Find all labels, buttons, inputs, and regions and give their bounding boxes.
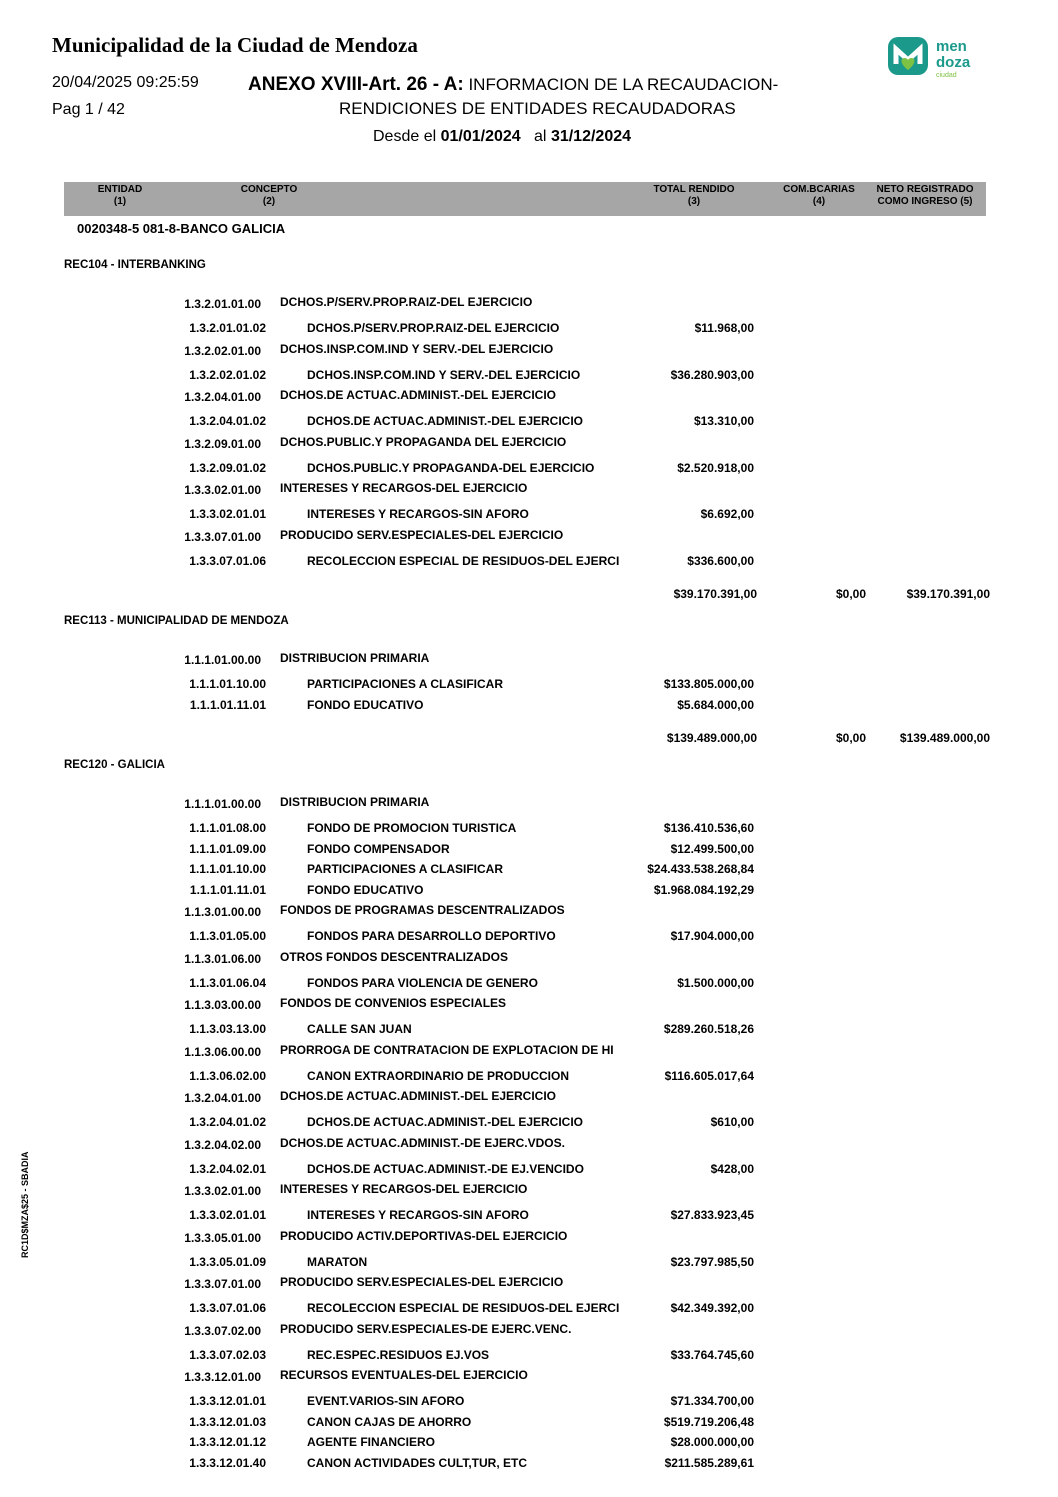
item-code: 1.1.3.06.02.00 <box>189 1068 266 1083</box>
item-desc: DCHOS.DE ACTUAC.ADMINIST.-DEL EJERCICIO <box>307 1115 584 1129</box>
group-desc: PRORROGA DE CONTRATACION DE EXPLOTACION DE HI <box>280 1042 614 1057</box>
section-total-com: $0,00 <box>835 731 866 745</box>
item-amount: $71.334.700,00 <box>670 1394 754 1408</box>
group-desc: INTERESES Y RECARGOS-DEL EJERCICIO <box>280 1182 528 1196</box>
group-code: 1.3.3.07.01.00 <box>184 1277 261 1291</box>
item-amount: $519.719.206,48 <box>663 1414 754 1429</box>
col-entidad <box>64 184 176 208</box>
item-amount: $13.310,00 <box>693 414 754 428</box>
group-desc: DCHOS.DE ACTUAC.ADMINIST.-DEL EJERCICIO <box>280 388 557 402</box>
item-amount: $336.600,00 <box>687 553 754 568</box>
page-indicator: Pag 1 / 42 <box>52 101 125 118</box>
group-code: 1.3.3.07.01.00 <box>184 529 261 544</box>
group-code: 1.3.3.02.01.00 <box>184 483 261 497</box>
group-code: 1.3.2.04.02.00 <box>184 1137 261 1152</box>
range-prefix: Desde el <box>373 128 437 145</box>
section-total-neto: $39.170.391,00 <box>906 587 990 601</box>
group-code: 1.1.1.01.00.00 <box>184 797 261 811</box>
group-desc: DISTRIBUCION PRIMARIA <box>280 795 430 809</box>
item-code: 1.1.1.01.09.00 <box>189 841 266 856</box>
item-code: 1.1.1.01.10.00 <box>189 862 266 876</box>
group-code: 1.3.2.04.01.00 <box>184 390 261 404</box>
item-code: 1.3.3.12.01.01 <box>189 1394 266 1408</box>
item-code: 1.3.3.02.01.01 <box>189 507 266 521</box>
annex-label: ANEXO XVIII-Art. 26 - A: <box>248 74 464 95</box>
logo-text-3: ciudad <box>936 72 957 79</box>
col-com-label: COM.BCARIAS <box>783 184 855 195</box>
entity-name: 0020348-5 081-8-BANCO GALICIA <box>77 221 286 236</box>
section-total-com: $0,00 <box>835 587 866 601</box>
item-amount: $610,00 <box>710 1115 754 1129</box>
group-desc: PRODUCIDO SERV.ESPECIALES-DE EJERC.VENC. <box>280 1321 572 1336</box>
group-code: 1.1.3.01.00.00 <box>184 905 261 919</box>
group-desc: DCHOS.DE ACTUAC.ADMINIST.-DE EJERC.VDOS. <box>280 1135 565 1150</box>
print-datetime: 20/04/2025 09:25:59 <box>52 74 199 91</box>
item-code: 1.1.1.01.10.00 <box>189 677 266 691</box>
item-amount: $17.904.000,00 <box>670 929 754 943</box>
group-code: 1.1.1.01.00.00 <box>184 653 261 667</box>
item-desc: INTERESES Y RECARGOS-SIN AFORO <box>307 1208 529 1222</box>
item-desc: CANON CAJAS DE AHORRO <box>307 1414 472 1429</box>
item-code: 1.3.2.09.01.02 <box>189 460 266 475</box>
date-range <box>373 128 631 146</box>
item-code: 1.3.3.12.01.03 <box>189 1414 266 1429</box>
group-desc: DCHOS.P/SERV.PROP.RAIZ-DEL EJERCICIO <box>280 295 533 309</box>
mendoza-logo <box>886 34 986 80</box>
col-neto-num: COMO INGRESO (5) <box>877 196 973 207</box>
item-code: 1.1.3.01.05.00 <box>189 929 266 943</box>
group-desc: INTERESES Y RECARGOS-DEL EJERCICIO <box>280 481 528 495</box>
item-code: 1.1.3.03.13.00 <box>189 1022 266 1036</box>
date-to: 31/12/2024 <box>550 128 632 145</box>
item-code: 1.1.1.01.11.01 <box>189 697 266 712</box>
item-desc: EVENT.VARIOS-SIN AFORO <box>307 1394 465 1408</box>
group-desc: DCHOS.DE ACTUAC.ADMINIST.-DEL EJERCICIO <box>280 1089 557 1103</box>
col-neto-label: NETO REGISTRADO <box>876 184 974 195</box>
item-desc: DCHOS.DE ACTUAC.ADMINIST.-DE EJ.VENCIDO <box>307 1161 584 1176</box>
group-code: 1.1.3.01.06.00 <box>184 951 261 966</box>
col-com-bancarias <box>769 184 869 208</box>
item-amount: $11.968,00 <box>694 321 754 335</box>
item-amount: $5.684.000,00 <box>677 697 754 712</box>
col-entidad-label: ENTIDAD <box>97 184 143 195</box>
item-desc: RECOLECCION ESPECIAL DE RESIDUOS-DEL EJERCI <box>307 553 620 568</box>
item-code: 1.3.3.02.01.01 <box>189 1208 266 1222</box>
item-code: 1.3.3.07.01.06 <box>189 1301 266 1315</box>
item-desc: DCHOS.PUBLIC.Y PROPAGANDA-DEL EJERCICIO <box>307 460 595 475</box>
col-com-num: (4) <box>812 196 826 207</box>
item-desc: RECOLECCION ESPECIAL DE RESIDUOS-DEL EJERCI <box>307 1301 620 1315</box>
item-desc: AGENTE FINANCIERO <box>307 1435 436 1449</box>
item-amount: $289.260.518,26 <box>663 1022 754 1036</box>
municipality-title: Municipalidad de la Ciudad de Mendoza <box>52 33 418 57</box>
section-total-rendido: $139.489.000,00 <box>666 731 757 745</box>
item-code: 1.3.2.04.01.02 <box>189 414 266 428</box>
item-code: 1.1.1.01.08.00 <box>189 821 266 835</box>
date-from: 01/01/2024 <box>440 128 521 145</box>
col-concepto-label: CONCEPTO <box>240 184 298 195</box>
group-desc: DISTRIBUCION PRIMARIA <box>280 651 430 665</box>
item-code: 1.3.3.12.01.12 <box>189 1435 266 1449</box>
item-code: 1.3.3.07.01.06 <box>189 553 266 568</box>
group-code: 1.3.3.07.02.00 <box>184 1323 261 1338</box>
group-code: 1.3.3.12.01.00 <box>184 1370 261 1384</box>
group-code: 1.1.3.06.00.00 <box>184 1044 261 1059</box>
item-amount: $23.797.985,50 <box>670 1254 754 1269</box>
logo-text-1: men <box>936 38 967 55</box>
group-code: 1.1.3.03.00.00 <box>184 998 261 1012</box>
item-amount: $136.410.536,60 <box>663 821 754 835</box>
group-desc: FONDOS DE CONVENIOS ESPECIALES <box>280 996 507 1010</box>
group-desc: OTROS FONDOS DESCENTRALIZADOS <box>280 949 509 964</box>
item-code: 1.3.2.01.01.02 <box>189 321 266 335</box>
group-code: 1.3.2.02.01.00 <box>184 343 261 358</box>
item-code: 1.3.2.02.01.02 <box>189 367 266 382</box>
item-amount: $428,00 <box>710 1161 754 1176</box>
group-desc: RECURSOS EVENTUALES-DEL EJERCICIO <box>280 1368 528 1382</box>
col-concepto <box>214 184 324 208</box>
item-code: 1.1.3.01.06.04 <box>189 975 266 990</box>
group-code: 1.3.2.09.01.00 <box>184 436 261 451</box>
item-desc: FONDOS PARA DESARROLLO DEPORTIVO <box>307 929 556 943</box>
item-amount: $1.968.084.192,29 <box>653 882 754 897</box>
item-code: 1.3.3.12.01.40 <box>189 1455 266 1470</box>
item-amount: $133.805.000,00 <box>663 677 754 691</box>
item-desc: CANON ACTIVIDADES CULT,TUR, ETC <box>307 1455 527 1470</box>
item-desc: PARTICIPACIONES A CLASIFICAR <box>307 677 504 691</box>
group-desc: FONDOS DE PROGRAMAS DESCENTRALIZADOS <box>280 903 565 917</box>
col-neto-registrado <box>864 184 986 208</box>
range-mid: al <box>534 128 547 145</box>
item-code: 1.3.3.05.01.09 <box>189 1254 266 1269</box>
item-code: 1.3.3.07.02.03 <box>189 1347 266 1362</box>
col-total-num: (3) <box>687 196 701 207</box>
item-desc: INTERESES Y RECARGOS-SIN AFORO <box>307 507 529 521</box>
section-total-neto: $139.489.000,00 <box>899 731 990 745</box>
col-concepto-num: (2) <box>262 196 276 207</box>
item-amount: $12.499.500,00 <box>670 841 754 856</box>
section-title: REC104 - INTERBANKING <box>64 259 206 271</box>
report-title-line1: INFORMACION DE LA RECAUDACION- <box>468 75 779 94</box>
group-code: 1.3.3.02.01.00 <box>184 1184 261 1198</box>
item-desc: FONDO DE PROMOCION TURISTICA <box>307 821 517 835</box>
report-title-line2: RENDICIONES DE ENTIDADES RECAUDADORAS <box>339 99 736 118</box>
item-amount: $2.520.918,00 <box>677 460 754 475</box>
item-desc: DCHOS.DE ACTUAC.ADMINIST.-DEL EJERCICIO <box>307 414 584 428</box>
item-code: 1.3.2.04.01.02 <box>189 1115 266 1129</box>
group-desc: DCHOS.PUBLIC.Y PROPAGANDA DEL EJERCICIO <box>280 434 567 449</box>
col-total-label: TOTAL RENDIDO <box>653 184 735 195</box>
group-desc: PRODUCIDO SERV.ESPECIALES-DEL EJERCICIO <box>280 1275 564 1289</box>
item-desc: FONDOS PARA VIOLENCIA DE GENERO <box>307 975 538 990</box>
item-amount: $36.280.903,00 <box>670 367 754 382</box>
group-code: 1.3.3.05.01.00 <box>184 1230 261 1245</box>
logo-text-2: doza <box>936 54 971 71</box>
item-amount: $6.692,00 <box>700 507 754 521</box>
col-entidad-num: (1) <box>113 196 127 207</box>
group-desc: DCHOS.INSP.COM.IND Y SERV.-DEL EJERCICIO <box>280 341 554 356</box>
item-desc: DCHOS.P/SERV.PROP.RAIZ-DEL EJERCICIO <box>307 321 560 335</box>
item-amount: $24.433.538.268,84 <box>647 862 754 876</box>
item-desc: DCHOS.INSP.COM.IND Y SERV.-DEL EJERCICIO <box>307 367 581 382</box>
section-title: REC120 - GALICIA <box>64 759 165 771</box>
item-desc: MARATON <box>307 1254 368 1269</box>
item-desc: FONDO EDUCATIVO <box>307 697 424 712</box>
item-amount: $116.605.017,64 <box>664 1068 754 1083</box>
group-desc: PRODUCIDO ACTIV.DEPORTIVAS-DEL EJERCICIO <box>280 1228 568 1243</box>
side-code: RC1D$MZA$25 - SBADIA <box>20 1151 30 1258</box>
item-code: 1.1.1.01.11.01 <box>189 882 266 897</box>
table-header <box>64 182 986 216</box>
item-amount: $33.764.745,60 <box>670 1347 754 1362</box>
section-total-rendido: $39.170.391,00 <box>673 587 757 601</box>
group-code: 1.3.2.01.01.00 <box>184 297 261 311</box>
item-desc: PARTICIPACIONES A CLASIFICAR <box>307 862 504 876</box>
group-desc: PRODUCIDO SERV.ESPECIALES-DEL EJERCICIO <box>280 527 564 542</box>
section-title: REC113 - MUNICIPALIDAD DE MENDOZA <box>64 615 289 627</box>
item-code: 1.3.2.04.02.01 <box>189 1161 266 1176</box>
item-amount: $28.000.000,00 <box>670 1435 754 1449</box>
item-desc: FONDO COMPENSADOR <box>307 841 450 856</box>
item-desc: CALLE SAN JUAN <box>307 1022 412 1036</box>
item-desc: REC.ESPEC.RESIDUOS EJ.VOS <box>307 1347 490 1362</box>
group-code: 1.3.2.04.01.00 <box>184 1091 261 1105</box>
item-amount: $42.349.392,00 <box>670 1301 754 1315</box>
item-amount: $211.585.289,61 <box>664 1455 754 1470</box>
item-amount: $1.500.000,00 <box>677 975 754 990</box>
item-desc: CANON EXTRAORDINARIO DE PRODUCCION <box>307 1068 570 1083</box>
report-title <box>248 74 778 96</box>
item-amount: $27.833.923,45 <box>670 1208 754 1222</box>
item-desc: FONDO EDUCATIVO <box>307 882 424 897</box>
col-total-rendido <box>639 184 749 208</box>
